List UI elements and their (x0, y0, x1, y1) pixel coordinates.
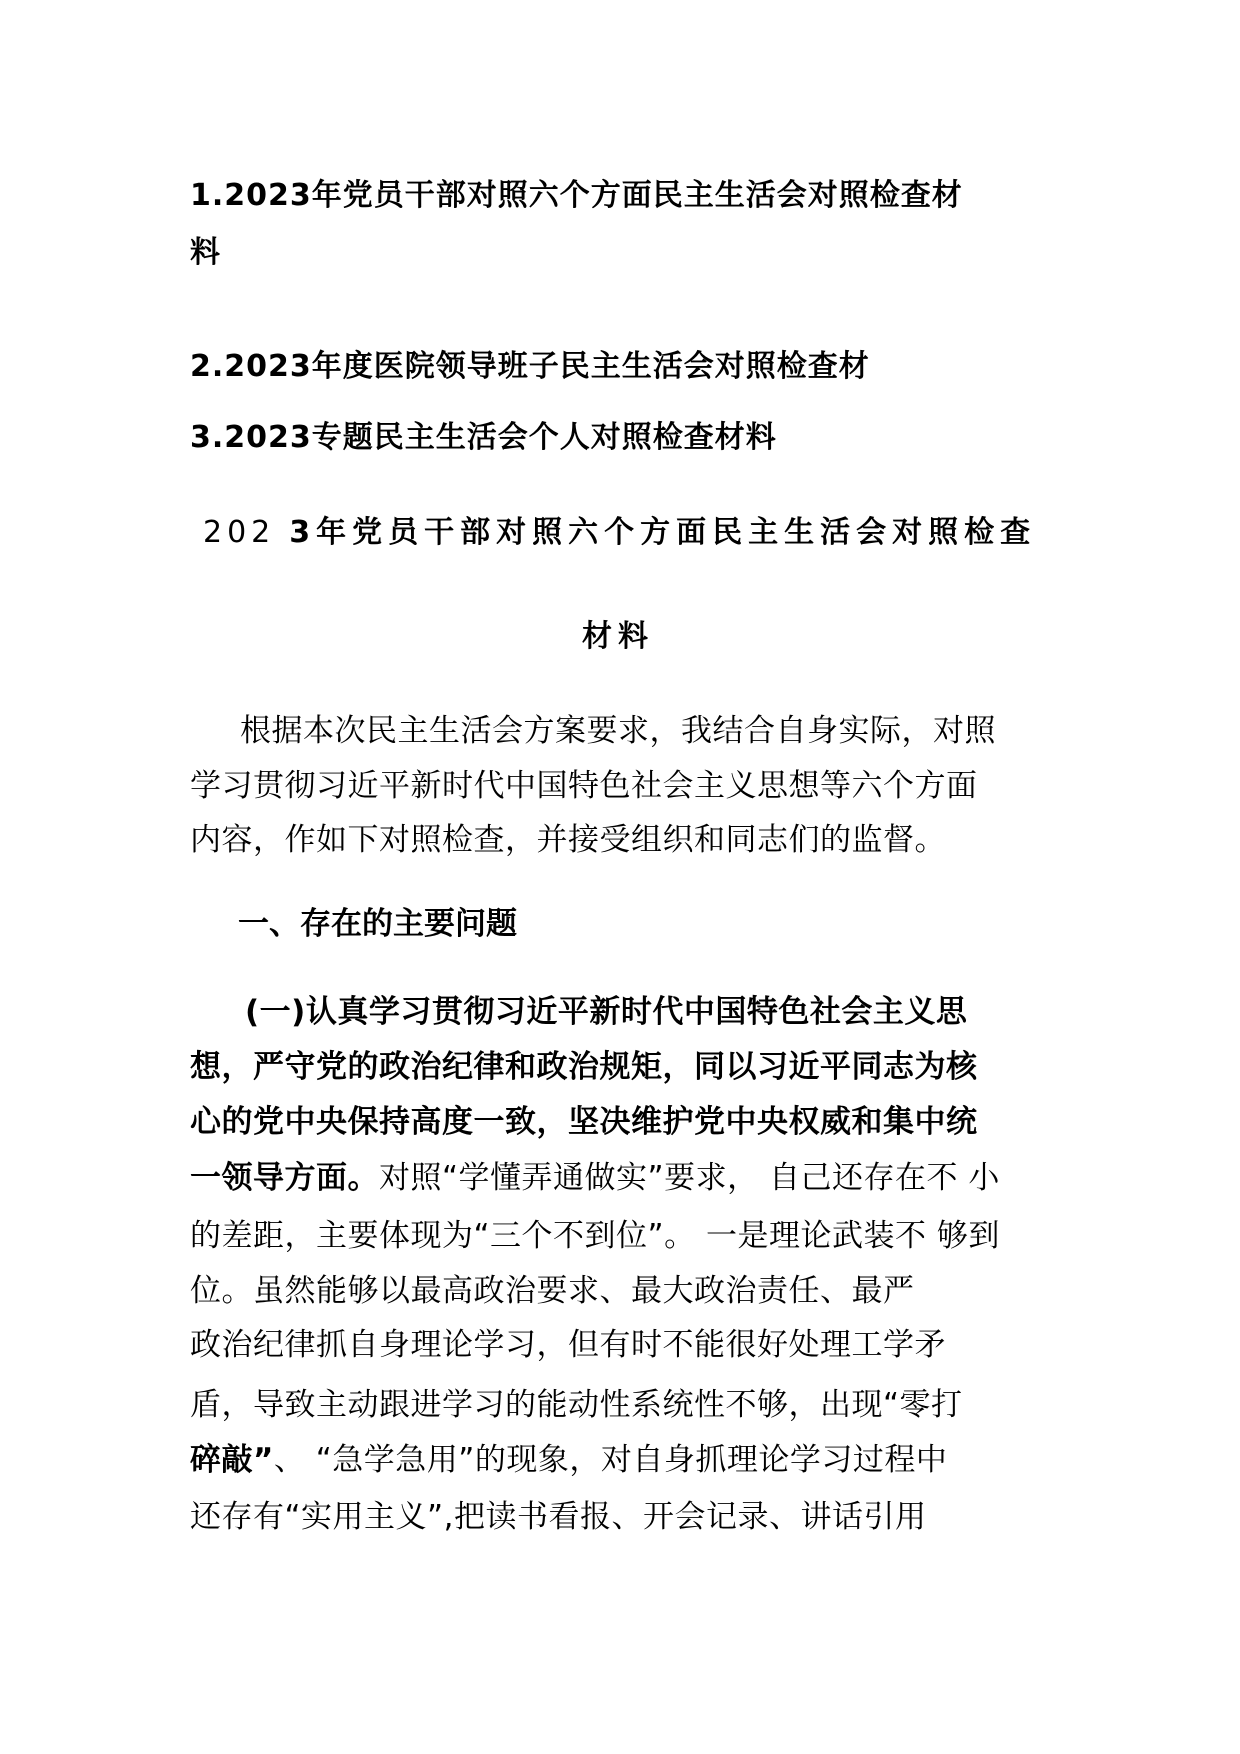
toc-item-1: 1.2023年党员干部对照六个方面民主生活会对照检查材 (190, 178, 963, 213)
paragraph-line: 位。虽然能够以最高政治要求、最大政治责任、最严 (190, 1273, 915, 1309)
document-title-continued: 材料 (582, 619, 654, 654)
toc-item-3: 3.2023专题民主生活会个人对照检查材料 (190, 420, 777, 455)
title-prefix: 202 (203, 515, 276, 550)
paragraph-text: 对照“学懂弄通做实”要求， 自己还存在不 小 (379, 1160, 1000, 1196)
emphasis-text: 碎敲” (190, 1442, 274, 1478)
intro-line: 根据本次民主生活会方案要求，我结合自身实际，对照 (240, 713, 996, 749)
subsection-heading-line: 心的党中央保持高度一致，坚决维护党中央权威和集中统 (190, 1104, 978, 1140)
section-heading: 一、存在的主要问题 (238, 906, 517, 942)
paragraph-line: 盾，导致主动跟进学习的能动性系统性不够，出现“零打 (190, 1387, 963, 1423)
intro-line: 内容，作如下对照检查，并接受组织和同志们的监督。 (190, 822, 946, 858)
toc-item-1-continued: 料 (190, 235, 221, 270)
document-title (203, 507, 1036, 551)
subsection-heading-end: 一领导方面。 (190, 1160, 379, 1196)
toc-item-2: 2.2023年度医院领导班子民主生活会对照检查材 (190, 349, 870, 384)
paragraph-text: 、 “急学急用”的现象，对自身抓理论学习过程中 (273, 1442, 948, 1478)
subsection-heading-line: (一)认真学习贯彻习近平新时代中国特色社会主义思 (245, 994, 968, 1030)
paragraph-line: 还存有“实用主义”,把读书看报、开会记录、讲话引用 (190, 1499, 927, 1535)
paragraph-line (190, 1434, 947, 1479)
paragraph-line (190, 1152, 1000, 1197)
title-rest: 3年党员干部对照六个方面民主生活会对照检查 (289, 515, 1037, 550)
paragraph-line: 政治纪律抓自身理论学习，但有时不能很好处理工学矛 (190, 1327, 946, 1363)
intro-line: 学习贯彻习近平新时代中国特色社会主义思想等六个方面 (190, 768, 978, 804)
paragraph-line: 的差距，主要体现为“三个不到位”。 一是理论武装不 够到 (190, 1218, 1000, 1254)
subsection-heading-line: 想，严守党的政治纪律和政治规矩，同以习近平同志为核 (190, 1049, 978, 1085)
